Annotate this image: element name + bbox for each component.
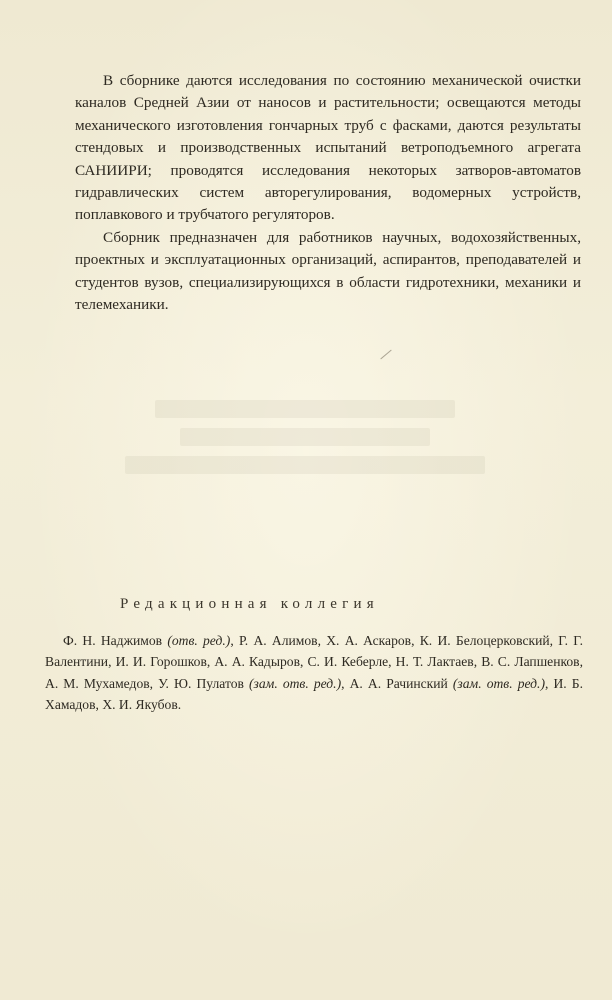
- board-names-4: , И. Б. Хамадов, Х. И. Якубов.: [45, 675, 583, 712]
- stray-mark: [380, 350, 391, 360]
- editorial-board-title: Редакционная коллегия: [120, 596, 379, 612]
- role-chief-editor: (отв. ред.): [167, 633, 231, 648]
- annotation-paragraph-1: В сборнике даются исследования по состоянию механической очистки каналов Средней Азии от наносов и растительности; освещаются методы механического изготовления гончарных труб с фасками, даются результаты стендовых и производственных испытаний ветроподъемного агрегата САНИИРИ; проводятся исследования некоторых затворов-автоматов гидравлических систем авторегулирования, водомерных устройств, поплавкового и трубчатого регуляторов.: [75, 72, 581, 224]
- annotation-paragraph-2: Сборник предназначен для работников научных, водохозяйственных, проектных и эксплуатационных организаций, аспирантов, преподавателей и студентов вузов, специализирующихся в области гидротехники, механики и телемеханики.: [75, 228, 581, 314]
- board-names-3: , А. А. Рачинский: [341, 675, 453, 691]
- show-through-text: [95, 390, 515, 550]
- annotation-text: [75, 70, 581, 316]
- role-deputy-editor-1: (зам. отв. ред.): [249, 675, 342, 691]
- board-names-1: Ф. Н. Наджимов: [63, 633, 168, 648]
- role-deputy-editor-2: (зам. отв. ред.): [452, 675, 545, 691]
- editorial-board-list: [45, 630, 583, 715]
- board-names-2: , Р. А. Алимов, Х. А. Аскаров, К. И. Белоцерковский, Г. Г. Валентини, И. И. Горошков, А. А. Кадыров, С. И. Кеберле, Н. Т. Лактаев, В. С. Лапшенков, А. М. Мухамедов, У. Ю. Пулатов: [45, 633, 583, 691]
